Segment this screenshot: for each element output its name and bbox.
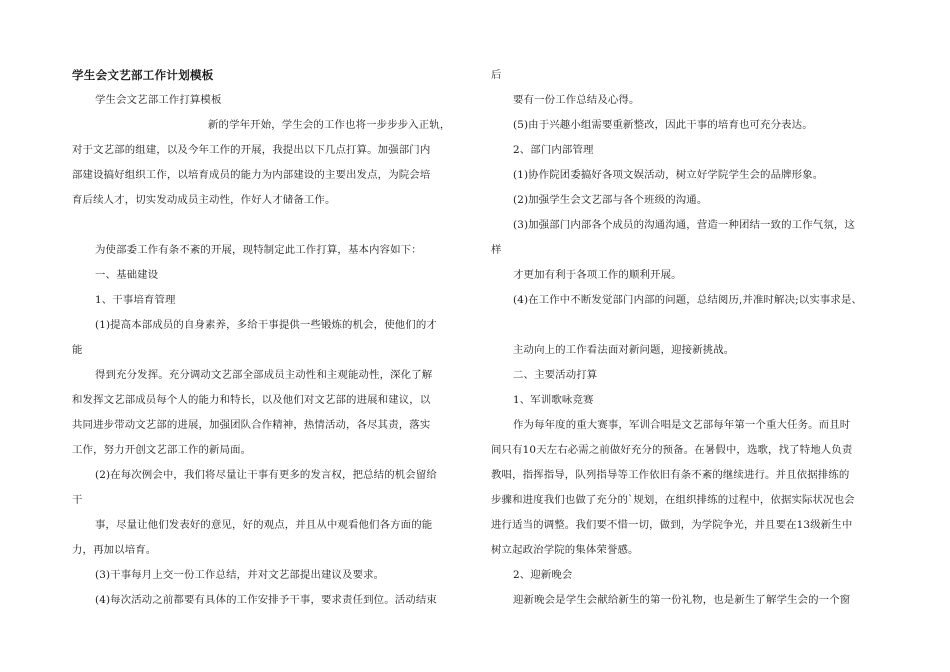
paragraph-line: (2)加强学生会文艺部与各个班级的沟通。	[513, 194, 708, 206]
paragraph-line: 样	[491, 244, 502, 256]
paragraph-line: 对于文艺部的组建，以及今年工作的开展，我提出以下几点打算。加强部门内	[72, 144, 431, 156]
paragraph-line: 为使部委工作有条不紊的开展，现特制定此工作打算，基本内容如下：	[95, 244, 422, 256]
paragraph-line: 共同进步带动文艺部的进展，加强团队合作精神，热情活动，各尽其责，落实	[72, 419, 431, 431]
paragraph-line: 进行适当的调整。我们要不惜一切，做到，为学院争光，并且要在13级新生中	[491, 519, 853, 531]
paragraph-line: (2)在每次例会中，我们将尽量让干事有更多的发言权，把总结的机会留给	[95, 469, 437, 481]
paragraph-line: 部建设搞好组织工作，以培育成员的能力为内部建设的主要出发点，为院会培	[72, 169, 431, 181]
paragraph-line: 干	[72, 494, 83, 506]
paragraph-line: (4)每次活动之前都要有具体的工作安排予干事，要求责任到位。活动结束	[95, 594, 437, 606]
section-heading: 二、主要活动打算	[513, 369, 598, 381]
subsection-heading: 1、军训歌咏竞赛	[513, 394, 594, 406]
paragraph-line: (1)协作院团委搞好各项文娱活动，树立好学院学生会的品牌形象。	[513, 169, 824, 181]
subsection-heading: 1、干事培育管理	[95, 294, 176, 306]
subtitle: 学生会文艺部工作打算模板	[95, 94, 222, 106]
document-title: 学生会文艺部工作计划模板	[72, 68, 214, 82]
paragraph-line: 和发挥文艺部成员每个人的能力和特长，以及他们对文艺部的进展和建议，以	[72, 394, 431, 406]
paragraph-line: 新的学年开始，学生会的工作也将一步步步入正轨，	[208, 119, 451, 131]
paragraph-line: 要有一份工作总结及心得。	[513, 94, 640, 106]
paragraph-line: 工作，努力开创文艺部工作的新局面。	[72, 444, 252, 456]
subsection-heading: 2、部门内部管理	[513, 144, 594, 156]
paragraph-line: 才更加有利于各项工作的顺利开展。	[513, 269, 682, 281]
paragraph-line: 树立起政治学院的集体荣誉感。	[491, 544, 639, 556]
paragraph-line: 育后续人才，切实发动成员主动性，作好人才储备工作。	[72, 194, 336, 206]
subsection-heading: 2、迎新晚会	[513, 569, 573, 581]
paragraph-line: 后	[491, 69, 502, 81]
paragraph-line: 迎新晚会是学生会献给新生的第一份礼物，也是新生了解学生会的一个窗	[513, 594, 851, 606]
paragraph-line: 得到充分发挥。充分调动文艺部全部成员主动性和主观能动性，深化了解	[95, 369, 433, 381]
paragraph-line: 间只有10天左右必需之前做好充分的预备。在暑假中，选歌，找了特地人负责	[491, 444, 853, 456]
paragraph-line: 步骤和进度我们也做了充分的`规划，在组织排练的过程中，依据实际状况也会	[491, 494, 855, 506]
paragraph-line: 力，再加以培育。	[72, 544, 157, 556]
paragraph-line: (4)在工作中不断发觉部门内部的问题，总结阅历,并准时解决;以实事求是、	[513, 294, 863, 306]
paragraph-line: 教唱，指挥指导，队列指导等工作依旧有条不紊的继续进行。并且依据排练的	[491, 469, 850, 481]
paragraph-line: (3)加强部门内部各个成员的沟通沟通，营造一种团结一致的工作气氛，这	[513, 219, 855, 231]
paragraph-line: (1)提高本部成员的自身素养，多给干事提供一些锻炼的机会，使他们的才	[95, 319, 437, 331]
paragraph-line: 作为每年度的重大赛事，军训合唱是文艺部每年第一个重大任务。而且时	[513, 419, 851, 431]
paragraph-line: 事，尽量让他们发表好的意见，好的观点，并且从中观看他们各方面的能	[95, 519, 433, 531]
paragraph-line: (3)干事每月上交一份工作总结，并对文艺部提出建议及要求。	[95, 569, 385, 581]
paragraph-line: (5)由于兴趣小组需要重新整改，因此干事的培育也可充分表达。	[513, 119, 813, 131]
paragraph-line: 主动向上的工作看法面对新问题，迎接新挑战。	[513, 344, 735, 356]
paragraph-line: 能	[72, 344, 83, 356]
section-heading: 一、基础建设	[95, 269, 159, 281]
